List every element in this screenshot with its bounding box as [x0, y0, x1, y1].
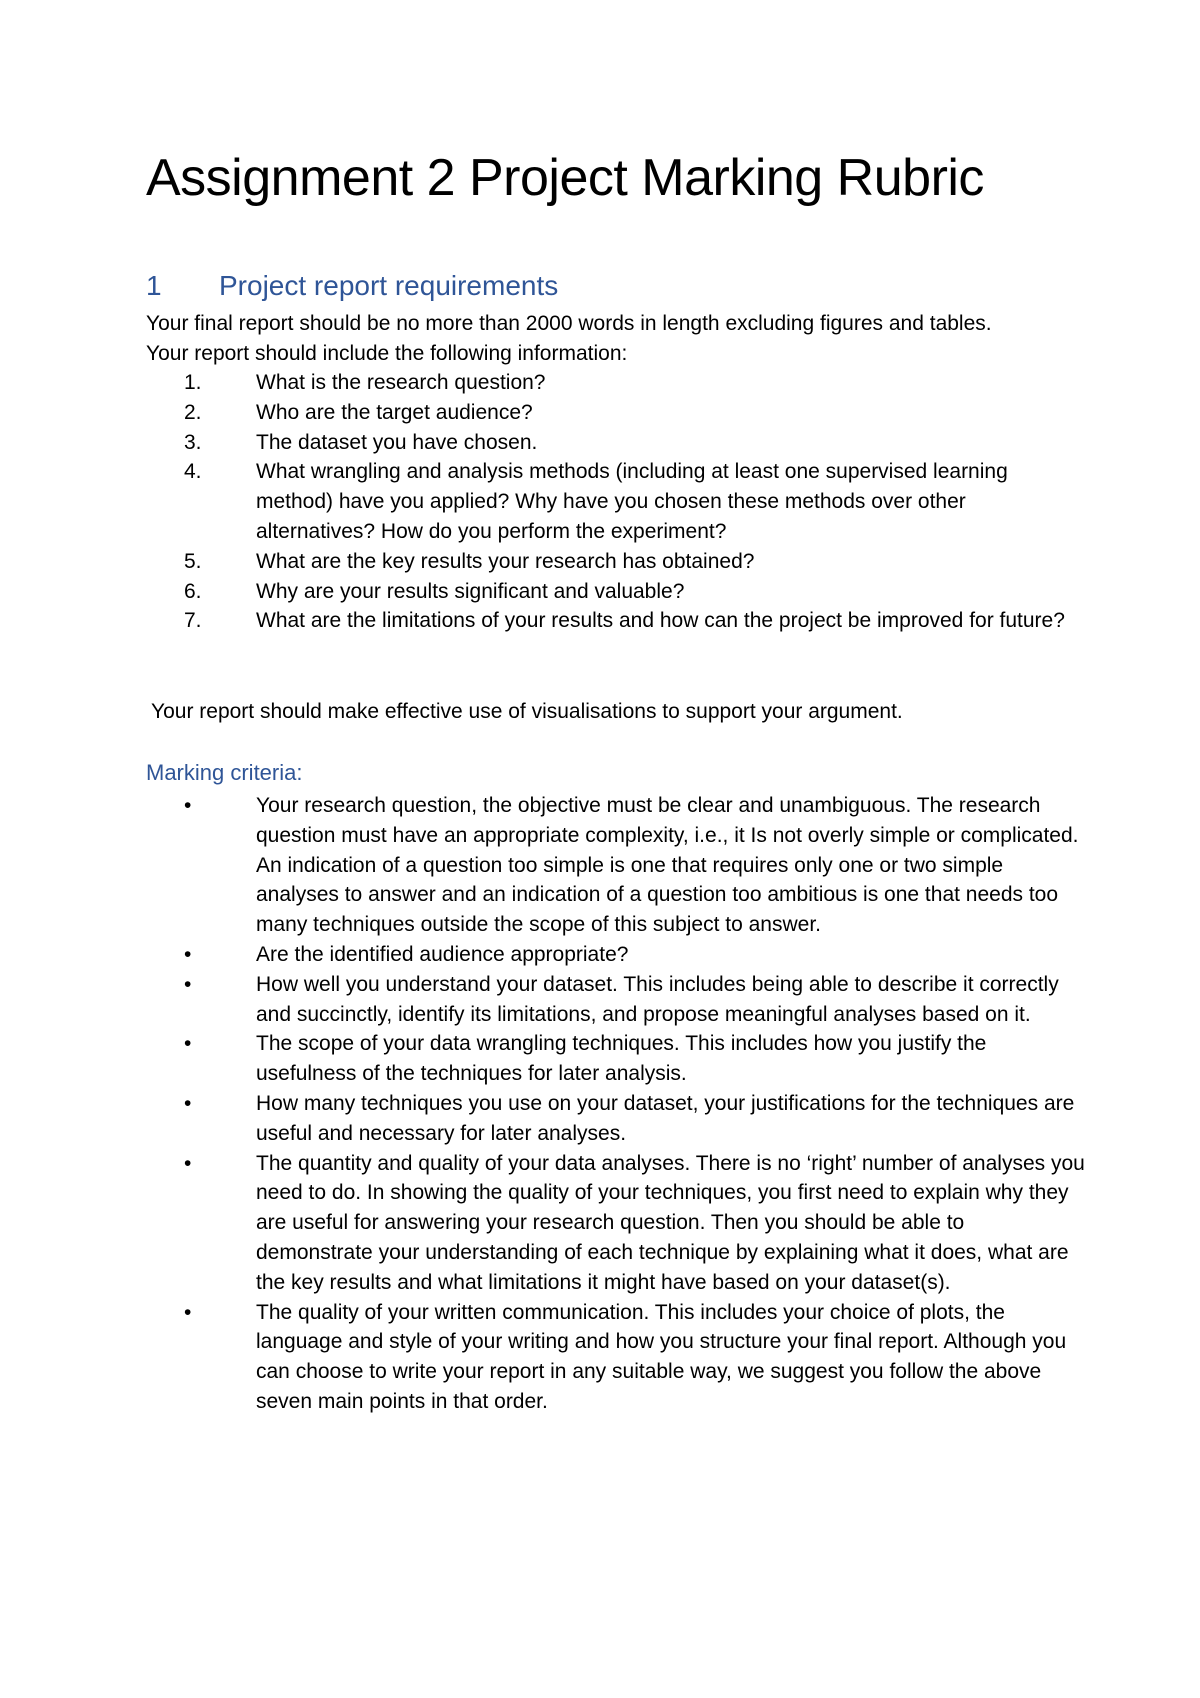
list-number: 7. [184, 609, 202, 633]
list-item [146, 428, 1086, 458]
list-item-text: The quality of your written communication. This includes your choice of plots, the language and style of your writing and how you structure your final report. Although you can choose to write your report in any suitable way, we suggest you follow the above seven main points in that order. [256, 1300, 1067, 1413]
bullet-icon: • [184, 1151, 192, 1175]
list-item-text: What are the limitations of your results and how can the project be improved for future? [256, 609, 1065, 633]
list-item-text: How many techniques you use on your dataset, your justifications for the techniques are useful and necessary for later analyses. [256, 1091, 1075, 1145]
list-number: 1. [184, 371, 202, 394]
bullet-icon: • [184, 1032, 192, 1056]
section-heading [146, 270, 558, 302]
list-number: 2. [184, 400, 202, 424]
list-item [146, 577, 1086, 607]
list-item [146, 547, 1086, 577]
list-item-text: Your research question, the objective must be clear and unambiguous. The research question must have an appropriate complexity, i.e., it Is not overly simple or complicated. An indication of a question too simple is one that requires only one or two simple analyses to answer and an indication of a question too ambitious is one that needs too many techniques outside the scope of this subject to answer. [256, 794, 1079, 937]
bullet-icon: • [184, 1300, 192, 1324]
bullet-icon: • [184, 972, 192, 996]
list-item [146, 368, 1086, 398]
list-item-text: What are the key results your research has obtained? [256, 549, 755, 573]
list-item-text: How well you understand your dataset. This includes being able to describe it correctly and succinctly, identify its limitations, and propose meaningful analyses based on it. [256, 972, 1059, 1026]
list-item-text: Why are your results significant and valuable? [256, 579, 685, 603]
list-item [146, 1298, 1086, 1417]
list-item [146, 940, 1086, 970]
list-item-text: The quantity and quality of your data analyses. There is no ‘right’ number of analyses you need to do. In showing the quality of your techniques, you first need to explain why they are useful for answering your research question. Then you should be able to demonstrate your understanding of each technique by explaining what it does, what are the key results and what limitations it might have based on your dataset(s). [256, 1151, 1085, 1294]
intro-line: Your final report should be no more than 2000 words in length excluding figures and tables. [146, 312, 992, 335]
list-item-text: What is the research question? [256, 371, 546, 394]
list-item-text: Who are the target audience? [256, 400, 533, 424]
section-number: 1 [146, 270, 162, 301]
list-item-text: The dataset you have chosen. [256, 430, 538, 454]
list-item-text: What wrangling and analysis methods (including at least one supervised learning method) have you applied? Why have you chosen these methods over other alternatives? How do you perform the experiment? [256, 460, 1008, 543]
list-item [146, 606, 1086, 636]
bullet-icon: • [184, 794, 192, 817]
list-item-text: Are the identified audience appropriate? [256, 942, 629, 966]
list-number: 4. [184, 460, 202, 484]
list-item [146, 791, 1086, 940]
section-heading-text: Project report requirements [219, 270, 559, 301]
list-number: 6. [184, 579, 202, 603]
criteria-list [146, 791, 1086, 1417]
list-item [146, 1149, 1086, 1298]
list-number: 3. [184, 430, 202, 454]
document-title: Assignment 2 Project Marking Rubric [146, 149, 984, 207]
list-item-text: The scope of your data wrangling techniques. This includes how you justify the usefulness of the techniques for later analysis. [256, 1032, 987, 1086]
visualisation-note: Your report should make effective use of visualisations to support your argument. [151, 700, 903, 723]
bullet-icon: • [184, 1091, 192, 1115]
list-item [146, 970, 1086, 1030]
intro-paragraph [146, 309, 992, 369]
bullet-icon: • [184, 942, 192, 966]
list-item [146, 1029, 1086, 1089]
list-item [146, 457, 1086, 546]
intro-line: Your report should include the following information: [146, 341, 628, 365]
list-item [146, 398, 1086, 428]
list-number: 5. [184, 549, 202, 573]
marking-criteria-heading: Marking criteria: [146, 760, 303, 785]
requirements-list [146, 368, 1086, 636]
list-item [146, 1089, 1086, 1149]
